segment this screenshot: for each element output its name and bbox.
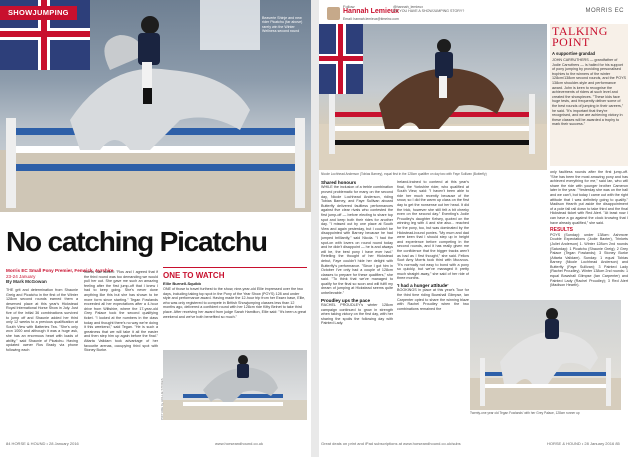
headline: No catching Picatchu (6, 226, 267, 257)
feature-photo (319, 24, 547, 170)
talking-point-box (550, 24, 628, 166)
talking-point-body: JOHN CARRUTHERS — grandfather of Jodie Carruthers — is hailed for his support of pony jumping by providing personalised trophies to the winners of the winter 128cm/138cm second rounds, and the POYS 138cm shoulder-style and performance award. John is keen to recognise the achievements of riders at such level and created the showpieces. "These kids face huge tests, and frequently deliver some of the best rounds of jumping in their careers," he said. "It's important that they're recognised, and we are achieving victory in these classes will be awarded a trophy to mark their success." (552, 58, 626, 127)
article-column-2-text: round, she added: "Ros and I agreed that if the third round was too demanding we would pull her out. She gave me such an amazing feeling after the first jump-off that I knew I had to keep going. She's never done anything like this but she has shown to be more form since starting." Tegan Fowlands exceeded all her expectations after a 4-hour drive from Wiltshire, where the 17-year-old Grey Palace took the second qualifying ticket. "I looked at the numbers in the class today and thought there's no way we're doing it this weekend," said Tegan. "He is such a greatness that we will take it all the easier and then step him up again before the final." Attarta Validam took advantage of her favourite arenas, occupying third spot with Stoney Burke. (84, 270, 158, 353)
one-to-watch-name: Ellie Burnell-Squibb (163, 281, 202, 286)
one-to-watch-box (163, 267, 307, 423)
left-page (0, 0, 311, 457)
bottom-photo (470, 300, 621, 410)
horse-jumping-illustration (319, 24, 547, 170)
author-label: Follow (343, 4, 355, 9)
right-column-1 (321, 180, 393, 436)
right-column-2b-text: BOOKINGS in place at this year's Tour for the third time riding Bowshall Glimpse, Ian Carpenter opted to share the winning blaze with Rachel Proudley when the two combinations remained the (397, 288, 469, 311)
results-text: POYS (Sunday): under 138cm: Ashmore Double Expectations (Jodie Baxter), Trinkets (Juliet Anderson) 1. Winter 128cm 2nd rounds (Saturday): 1 Picatchu (Shaunie Greig); 2 Grey Palace (Tegan Fowlands); 3 Stoney Burke (Attarta Validam). Sunday: 1 equal Tobias Barney (Nicole Lochhead Anderson) and Butterfly (Faye Sullivan); 3 Painted Lady (Rachel Proudley). Winter 138cm 2nd rounds: 1 equal Bowshall Glimpse (Ian Carpenter) and Painted Lady (Rachel Proudley); 3 Red Alert (Madison Hearth). (550, 232, 628, 288)
subhead-proudley: Proudley ups the pace (321, 297, 371, 303)
right-column-3 (550, 170, 628, 300)
right-column-2-text: Ireland-trained to contend at this year's final, the Yorkshire rider, who qualified at South View, said: "I haven't been able to ride her much recently because of the snow, so I did the warm up class on the first day to get the nonsense out her head. It did the trick, however she still felt a bit cheeky even on the second day." Eventing's Jodie Proudley's daughter Kelsey, quoted on the winning leg with 4 and she also... reached for the pony, too, but was dominated by the Hickstead-bound ponies. "My mum and dad were keen that I should step up in height and experience before competing in the second rounds, and it has really given me the confidence that the bigger tracks aren't as bad as I first thought," she said. Fellow Scot Amy Morris took third with Muuvvus. "It's normally not easy to bond with a pony so quickly, but we've managed it pretty much straight away," she said of her ride of three months. (397, 180, 469, 281)
right-column-1-text: WHILE the inclusion of a treble combination proved problematic for many on the second day, Nicole Lochhead Anderson, riding Tobias Barney, and Faye Sullivan aboard Butterfly delivered faultless performances against five clear rivals who contested the first jump-off — before electing to share top spot and keep both their rides for another day. "I missed out by one place at South View and again yesterday, but I couldn't be disappointed with Barney because he had jumped brilliantly," said Nicola. "I had the spot-on with lovers on round round today and he didn't disappoint — he is and always will be, the best pony I have ever had." Retelling the thought of her Hickstead debut, Faye couldn't hide her delight with Butterfly's performance. "Since I got him in October I've only had a couple of 128cm classes to prepare for these qualifiers," she said. "To think that we've managed to qualify for the final so soon and will fulfil my dream of jumping at Hickstead seems quite unbelievable." (321, 185, 393, 296)
author-handle (393, 5, 464, 14)
one-to-watch-body: ONE of those to travel furthest to the show, nine-year-old Ellie impressed over the two days, including taking top spot in the Pony of the Year Show (POYS) 128 and under style and performance award. Having made the 12-hour trip from her Essex base, Ellie, who was only registered to compete in British Showjumping classes less than 12 months ago, delivered a confident round with her 128cm ride Kitty Belnet to take third place. After receiving her award from judge Sarah Hamilton, Ellie said: "It's been a great weekend and we've both benefited so much." (163, 287, 307, 319)
bottom-photo-caption: Twenty-one year old Tegan Fowlands' with her Grey Palace, 128cm runner up (470, 411, 580, 415)
footer-website: www.horseandhound.co.uk (215, 441, 264, 446)
grey-pony-illustration (470, 300, 621, 410)
right-column-3-text: only faultless rounds after the first jump-off. "She has been the most amazing pony and has achieved everything for me," said Ian, who will share the ride with younger brother Cameron later in the year. "Yesterday she was on the ball and we can't, but today I came out with the right attitude that I was definitely going to qualify." Madison Hearth put aside the disappointment of a pole fall rail down to take third and the final Hickstead ticket with Red Alert. "At least now I can have a go against the clock knowing that I have already qualified," she said. (550, 170, 628, 225)
one-to-watch-photo (163, 350, 307, 420)
page-gutter (311, 0, 319, 457)
byline: By Mark McGowan (6, 279, 47, 285)
page-header: MORRIS EC (585, 8, 624, 14)
article-column-1 (6, 288, 78, 436)
footer-subscribe: Great deals on print and iPad subscriptions at www.horseandhound.co.uk/subs (321, 441, 461, 446)
footer-left: 84 HORSE & HOUND • 28 January 2016 (6, 441, 79, 446)
author-avatar (327, 7, 340, 20)
subhead-hunger-attitude: 'I had a hunger attitude' (397, 283, 449, 289)
one-to-watch-title: ONE TO WATCH (163, 271, 225, 280)
article-column-2 (84, 270, 158, 436)
author-handle-text: @hannah_lemieux (393, 5, 424, 9)
hero-photo (0, 0, 311, 212)
results-title: RESULTS (550, 227, 573, 234)
author-name: Hannah Lemieux (343, 8, 400, 15)
right-column-2 (397, 180, 469, 436)
subhead-shared-honours: Shared honours (321, 180, 357, 185)
pony-jump-illustration (163, 350, 307, 420)
event-date: 23-24 January (6, 273, 36, 279)
article-column-1-text: THE grit and determination from Shaunie Greig and Picatchu in the first of the Winter 128cm second rounds earned them a deserved place at this year's Hickstead Royal International Horse Show in July. Just five of the initial 36 combinations survived to jump off and Shaunie added her third only 12 weeks to a previous qualification at South View with Batteries Tea. "She's only won 1000 and although it was a huge ask, she has an enormous heart with loads of ability," said Shaunie of Picatchu. Having updated owner Ros Brady via phone following each (6, 288, 78, 352)
section-banner: SHOWJUMPING (0, 6, 77, 20)
photo-credit: PICTURE by HOLLIE STOKES (160, 378, 164, 420)
right-page (319, 0, 630, 457)
talking-point-subtitle: A supportive grandad (552, 51, 596, 56)
author-prompt: DO YOU HAVE A SHOWJUMPING STORY? (393, 9, 465, 14)
talking-point-title: TALKING POINT (552, 24, 608, 49)
author-email: Email: hannah.lemieux@timeinc.com (343, 17, 399, 21)
event-location: Morris EC Small Pony Premier, Fenwick, Ayrshire (6, 268, 114, 273)
photo-caption: Beaverie Shinje and new rider Picatchu (far above) rarely win the Winter Wellness second round (262, 16, 303, 33)
feature-photo-caption: Nicole Lochhead Anderson (Tobias Barney), equal first in the 128cm qualifier on day two with Faye Sullivan (Butterfly) (321, 172, 487, 176)
footer-right: HORSE & HOUND • 28 January 2016 85 (547, 441, 620, 446)
right-column-1b-text: RACHEL PROUDLEY's winter 128cm campaign continued to grow in strength when taking victory on the first day, with her sharing the spoils the following day with Painted Lady. (321, 303, 393, 326)
